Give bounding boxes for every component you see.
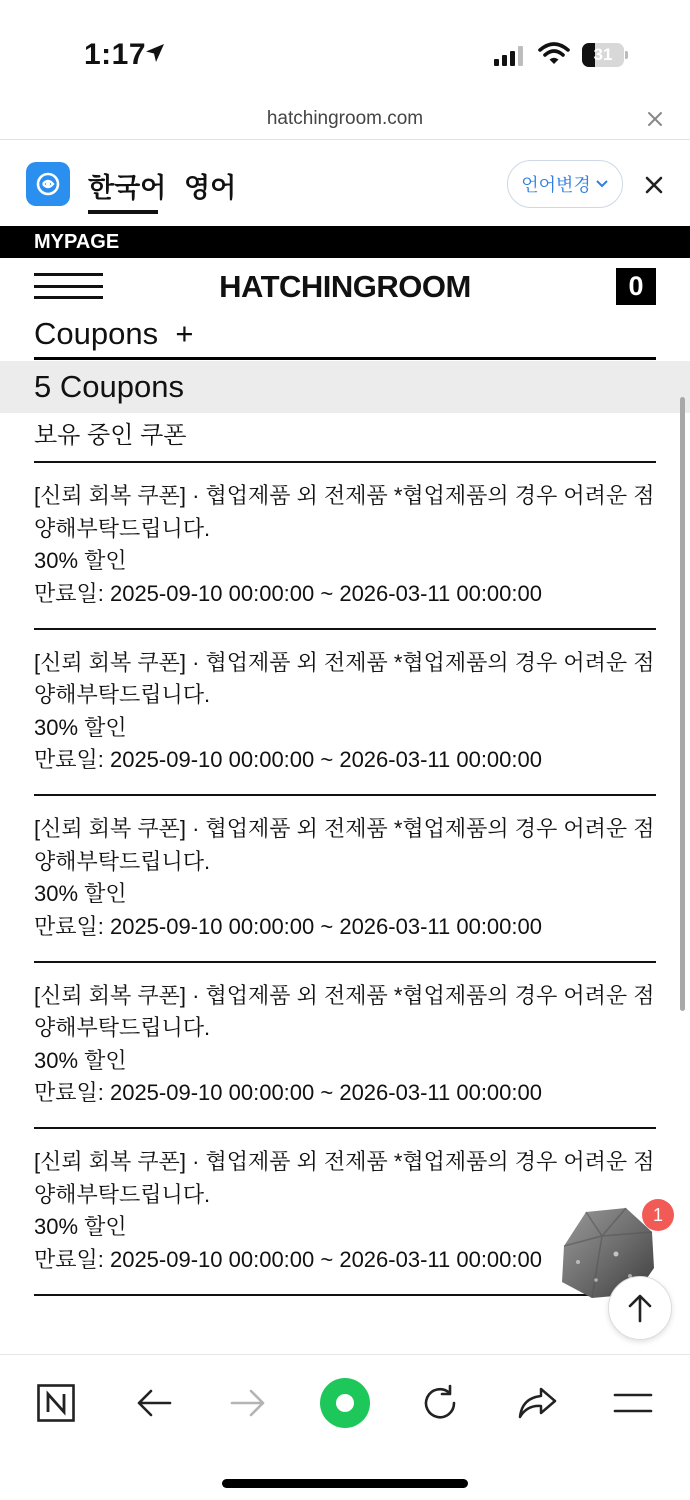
coupon-expiry: 만료일: 2025-09-10 00:00:00 ~ 2026-03-11 00:00:00 [34, 747, 542, 772]
coupon-item [34, 463, 656, 630]
coupon-discount: 30% 할인 [34, 1214, 127, 1239]
coupon-count-band [0, 361, 690, 413]
notification-badge: 1 [642, 1199, 674, 1231]
naver-icon[interactable] [26, 1377, 86, 1429]
owned-coupons-label: 보유 중인 쿠폰 [34, 422, 187, 449]
coupon-list [34, 463, 656, 1296]
cellular-signal-icon [494, 46, 526, 66]
mypage-strip: MYPAGE [0, 226, 690, 258]
wifi-icon [538, 42, 570, 66]
battery-percent: 31 [593, 45, 613, 64]
status-bar [0, 0, 690, 100]
coupon-name: [신뢰 회복 쿠폰] · 협업제품 외 전제품 *협업제품의 경우 어려운 점 양해부탁드립니다. [34, 649, 655, 707]
green-dot-icon[interactable] [315, 1377, 375, 1429]
tab-korean[interactable]: 한국어 [88, 173, 167, 203]
reload-icon[interactable] [410, 1377, 470, 1429]
coupon-expiry: 만료일: 2025-09-10 00:00:00 ~ 2026-03-11 00:00:00 [34, 580, 542, 606]
tab-english[interactable]: 영어 [184, 173, 237, 203]
coupon-item [34, 796, 656, 963]
change-language-button[interactable] [507, 160, 623, 208]
cart-count-badge[interactable]: 0 [616, 268, 656, 305]
close-icon[interactable] [646, 110, 664, 128]
chevron-down-icon [595, 179, 609, 189]
browser-toolbar [0, 1354, 690, 1500]
close-translation-icon[interactable] [644, 175, 664, 195]
coupon-name: [신뢰 회복 쿠폰] · 협업제품 외 전제품 *협업제품의 경우 어려운 점 양해부탁드립니다. [34, 1149, 655, 1207]
coupon-expiry: 만료일: 2025-09-10 00:00:00 ~ 2026-03-11 00:00:00 [34, 913, 542, 939]
location-arrow-icon [144, 42, 166, 64]
coupon-expiry: 만료일: 2025-09-10 00:00:00 ~ 2026-03-11 00:00:00 [34, 1080, 542, 1105]
page-title: Coupons + [34, 316, 194, 351]
coupon-count: 5 Coupons [34, 369, 184, 404]
site-header [0, 258, 690, 314]
coupon-discount: 30% 할인 [34, 1047, 127, 1073]
url-text[interactable]: hatchingroom.com [266, 108, 424, 129]
coupon-item [34, 963, 656, 1130]
back-arrow-icon[interactable] [124, 1377, 184, 1429]
coupon-name: [신뢰 회복 쿠폰] · 협업제품 외 전제품 *협업제품의 경우 어려운 점 양해부탁드립니다. [34, 816, 655, 874]
coupon-expiry: 만료일: 2025-09-10 00:00:00 ~ 2026-03-11 00:00:00 [34, 1246, 542, 1272]
scroll-to-top-button[interactable] [608, 1276, 672, 1340]
forward-arrow-icon[interactable] [218, 1377, 278, 1429]
divider [34, 357, 656, 360]
coupon-name: [신뢰 회복 쿠폰] · 협업제품 외 전제품 *협업제품의 경우 어려운 점 양해부탁드립니다. [34, 483, 655, 541]
translate-app-icon [26, 162, 70, 206]
home-indicator[interactable] [222, 1479, 468, 1488]
share-icon[interactable] [507, 1377, 567, 1429]
url-bar[interactable] [0, 100, 690, 140]
coupon-discount: 30% 할인 [34, 548, 127, 573]
coupon-discount: 30% 할인 [34, 714, 127, 740]
status-time: 1:17 [84, 38, 147, 71]
coupon-item [34, 630, 656, 797]
menu-icon[interactable] [603, 1377, 663, 1429]
coupon-name: [신뢰 회복 쿠폰] · 협업제품 외 전제품 *협업제품의 경우 어려운 점 양해부탁드립니다. [34, 982, 655, 1040]
battery-indicator [582, 43, 628, 67]
selected-tab-underline [88, 210, 158, 214]
arrow-up-icon [626, 1293, 654, 1323]
change-language-label: 언어변경 [521, 175, 591, 195]
coupon-discount: 30% 할인 [34, 881, 127, 906]
site-logo[interactable]: HATCHINGROOM [219, 269, 471, 304]
page-scrollbar[interactable] [680, 397, 685, 1011]
translation-bar [0, 140, 690, 226]
